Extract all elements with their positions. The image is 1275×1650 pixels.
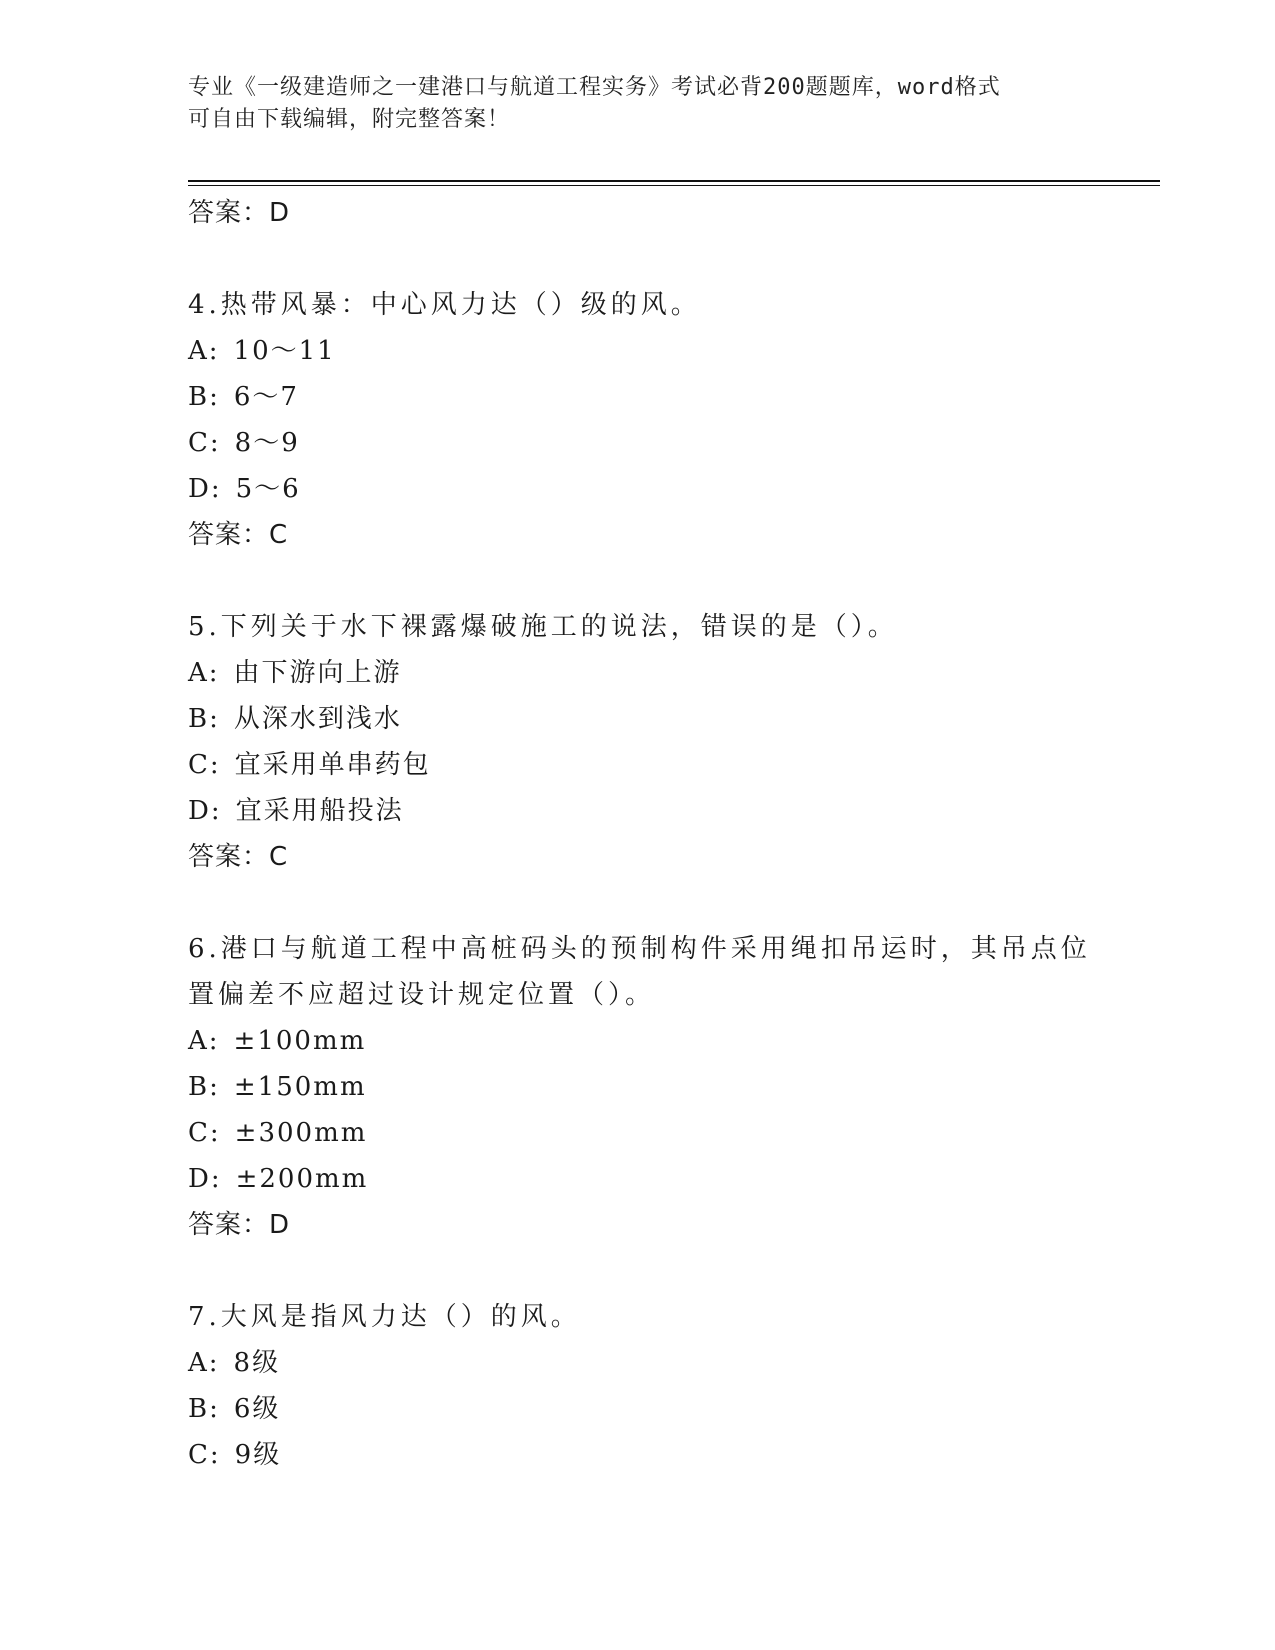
spacer [188, 1248, 1088, 1294]
question-6-option-c [188, 1110, 1088, 1156]
question-6-text-line-2: 置偏差不应超过设计规定位置（）。 [188, 980, 656, 1010]
option-text: ±200mm [235, 1164, 369, 1194]
question-4-option-c [188, 420, 1088, 466]
question-6-option-a [188, 1018, 1088, 1064]
header-line-1: 专业《一级建造师之一建港口与航道工程实务》考试必背200题题库，word格式 [188, 75, 1001, 100]
option-label: C: [188, 1440, 221, 1470]
spacer [188, 558, 1088, 604]
header-divider-thin [188, 185, 1160, 186]
question-4-text: 4.热带风暴：中心风力达（）级的风。 [188, 290, 701, 320]
option-label: A: [188, 336, 220, 366]
option-text: 8～9 [234, 428, 300, 458]
question-6-option-d [188, 1156, 1088, 1202]
question-4 [188, 282, 1088, 558]
option-text: 6～7 [233, 382, 299, 412]
option-text: 6级 [233, 1394, 281, 1424]
question-6-option-b [188, 1064, 1088, 1110]
question-6-answer: 答案：D [188, 1210, 291, 1240]
document-header [188, 72, 1068, 136]
spacer [188, 236, 1088, 282]
question-6 [188, 926, 1091, 1248]
answer-previous: 答案：D [188, 198, 291, 228]
option-label: D: [188, 1164, 222, 1194]
option-label: D: [188, 796, 222, 826]
question-7-option-b [188, 1386, 1088, 1432]
question-5-option-d [188, 788, 1088, 834]
question-7-option-c [188, 1432, 1088, 1478]
option-text: ±150mm [233, 1072, 367, 1102]
option-text: 9级 [234, 1440, 282, 1470]
option-label: A: [188, 1348, 220, 1378]
option-text: 8级 [233, 1348, 281, 1378]
question-list [188, 190, 1091, 1478]
option-label: C: [188, 750, 221, 780]
option-label: B: [188, 382, 220, 412]
option-label: A: [188, 1026, 220, 1056]
question-7-text: 7.大风是指风力达（）的风。 [188, 1302, 581, 1332]
option-text: 宜采用单串药包 [234, 750, 431, 780]
option-label: A: [188, 658, 220, 688]
option-label: D: [188, 474, 222, 504]
question-5-option-c [188, 742, 1088, 788]
spacer [188, 880, 1088, 926]
option-text: ±300mm [234, 1118, 368, 1148]
option-text: 由下游向上游 [233, 658, 402, 688]
question-7 [188, 1294, 1088, 1478]
option-text: 从深水到浅水 [233, 704, 402, 734]
option-label: B: [188, 1394, 220, 1424]
header-line-2: 可自由下载编辑，附完整答案！ [188, 107, 511, 132]
question-5-answer: 答案：C [188, 842, 289, 872]
question-5-option-a [188, 650, 1088, 696]
option-text: ±100mm [233, 1026, 367, 1056]
header-divider-thick [188, 180, 1160, 182]
question-5 [188, 604, 1088, 880]
question-4-answer: 答案：C [188, 520, 289, 550]
option-text: 10～11 [233, 336, 336, 366]
option-label: C: [188, 428, 221, 458]
question-5-option-b [188, 696, 1088, 742]
option-label: B: [188, 704, 220, 734]
question-4-option-b [188, 374, 1088, 420]
question-6-text-line-1: 6.港口与航道工程中高桩码头的预制构件采用绳扣吊运时，其吊点位 [188, 934, 1091, 964]
question-5-text: 5.下列关于水下裸露爆破施工的说法，错误的是（）。 [188, 612, 898, 642]
option-label: C: [188, 1118, 221, 1148]
question-7-option-a [188, 1340, 1088, 1386]
option-text: 5～6 [235, 474, 301, 504]
option-text: 宜采用船投法 [235, 796, 404, 826]
question-4-option-d [188, 466, 1088, 512]
option-label: B: [188, 1072, 220, 1102]
question-4-option-a [188, 328, 1088, 374]
